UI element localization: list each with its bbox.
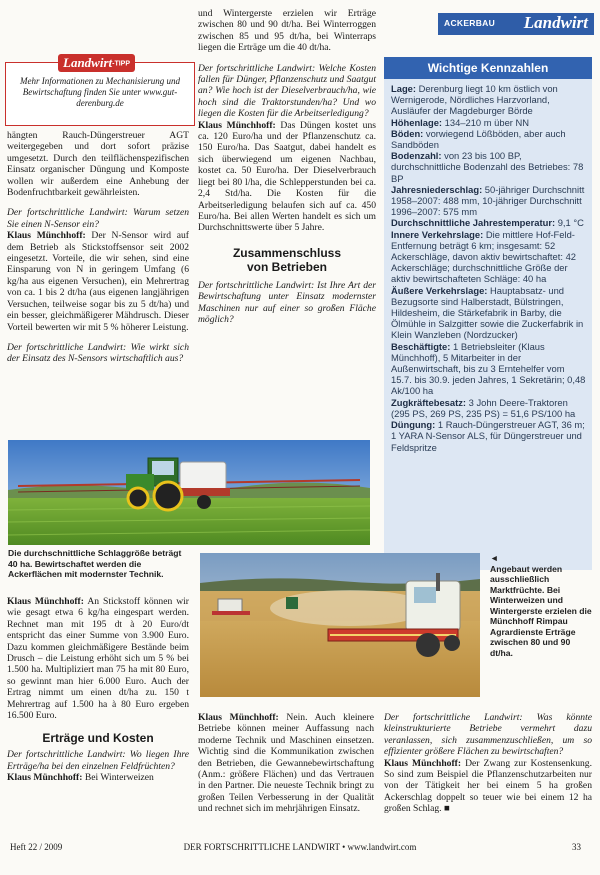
question: Der fortschrittliche Landwirt: Was könnte kleinstrukturierte Betriebe vermehrt dazu veranlassen, sich zusammenzuschließen, um so effizienter größere Flächen zu bewirtschaften?: [384, 712, 592, 758]
tipp-box: [5, 55, 195, 126]
answer-text: Nein. Auch kleinere Betriebe können meiner Auffassung nach moderne Technik und Maschinen einsetzen. Wichtig sind die Kommunikation zwischen den Betrieben, die Gewannebewirtschaftung (Anm.: größere Flächen) und das Vertrauen in den Partner. Die neueste Technik bringt zu großen Teilen Verbesserung in der Qualität und rechnet sich im mehrjährigen Einsatz.: [198, 712, 375, 815]
caption-tractor: Die durchschnittliche Schlaggröße beträgt 40 ha. Bewirtschaftet werden die Ackerflächen mit modernster Technik.: [8, 548, 182, 579]
speaker-name: Klaus Münchhoff:: [7, 596, 84, 607]
tipp-text: Mehr Informationen zu Mechanisierung und Bewirtschaftung finden Sie unter www.gut-derenburg.de: [20, 76, 180, 108]
key-fact-value: 50-jähriger Durchschnitt 1958–2007: 488 mm, 10-jähriger Durchschnitt 1996–2007: 575 mm: [391, 183, 585, 218]
caption-harvest: [490, 553, 594, 658]
end-mark-icon: ■: [443, 803, 450, 815]
answer-text: Bei Winterweizen: [82, 772, 154, 784]
key-fact-item: [391, 150, 586, 184]
magazine-name: DER FORTSCHRITTLICHE LANDWIRT • www.landwirt.com: [183, 842, 417, 852]
section-heading: Zusammenschluss von Betrieben: [232, 245, 342, 274]
key-fact-item: [391, 285, 586, 341]
magazine-logo: Landwirt: [523, 13, 588, 32]
key-fact-label: Durchschnittliche Jahrestemperatur:: [391, 217, 556, 229]
speaker-name: Klaus Münchhoff:: [7, 772, 83, 784]
key-fact-label: Düngung:: [391, 419, 436, 431]
key-fact-item: [391, 184, 586, 218]
key-fact-item: [391, 217, 586, 228]
answer: [7, 596, 189, 721]
answer: [198, 120, 376, 234]
question: Der fortschrittliche Landwirt: Wie wirkt sich der Einsatz des N-Sensors wirtschaftlich aus?: [7, 341, 189, 365]
answer: [7, 230, 189, 333]
caption-harvest-text: Angebaut werden ausschließlich Marktfrüchte. Bei Winterweizen und Wintergerste erzielen die Münchhoff Rimpau Agrardienste Erträge zwischen 80 und 90 dt/ha.: [490, 563, 592, 658]
caption-arrow-icon: ◄: [490, 553, 499, 563]
key-fact-label: Äußere Verkehrslage:: [391, 284, 488, 296]
key-fact-label: Höhenlage:: [391, 116, 443, 128]
harvest-illustration: [200, 553, 480, 697]
tipp-badge-label: -TIPP: [112, 60, 131, 68]
question: Der fortschrittliche Landwirt: Welche Kosten fallen für Dünger, Pflanzenschutz und Saatgut an? Wie hoch ist der Dieselverbrauch/ha, wie hoch sind die Traktorstunden/ha? Und wo liegen die Kosten für die Arbeitserledigung?: [198, 62, 376, 120]
tipp-badge: [58, 54, 135, 72]
answer-text: An Stickstoff können wir wie gesagt etwa 6 kg/ha eingespart werden. Rechnet man mit 195 dt à 20 Euro/dt entspricht das einer Summe von 3.900 Euro. Dazu kommen gleichmäßigere Bestände beim Drusch – die Leistung erhöht sich um 5 % bei 1.500 ha. Multipliziert man 75 ha mit 80 Euro, so gewinnt man hier 6.000 Euro. Auch der Ertrag nimmt um einen dt/ha zu. 150 t Mehrertrag auf 1.500 ha à 80 Euro ergeben 16.500 Euro.: [7, 596, 189, 722]
question: Der fortschrittliche Landwirt: Wo liegen Ihre Erträge/ha bei den einzelnen Feldfrüchten?: [7, 749, 189, 772]
key-fact-value: 134–210 m über NN: [442, 116, 530, 128]
tipp-logo: Landwirt: [63, 55, 113, 70]
column-2-top: [198, 8, 376, 325]
key-fact-item: [391, 83, 586, 117]
section-label: ACKERBAU: [444, 18, 496, 28]
key-fact-item: [391, 341, 586, 397]
key-fact-label: Böden:: [391, 127, 424, 139]
speaker-name: Klaus Münchhoff:: [198, 119, 276, 131]
column-3-bottom: [384, 712, 592, 815]
answer-text: Der Zwang zur Kostensenkung. So sind zum Beispiel die Pflanzenschutzarbeiten nur von der Tätigkeit her bei einem 5 ha großen Ackerschlag doppelt so teuer wie bei einem 12 ha großen Schlag.: [384, 757, 592, 815]
combine-harvest-photo: [200, 553, 480, 697]
key-facts-list: [384, 79, 592, 453]
paragraph: und Wintergerste erzielen wir Erträge zwischen 80 und 90 dt/ha. Bei Winterroggen zwischen 85 und 95 dt/ha, bei Winterraps liegen die Erträge um die 40 dt/ha.: [198, 8, 376, 54]
issue-number: Heft 22 / 2009: [10, 842, 63, 852]
key-fact-value: vorwiegend Lößböden, aber auch Sandböden: [391, 127, 566, 151]
key-fact-label: Zugkräftebesatz:: [391, 396, 467, 408]
key-fact-item: [391, 419, 586, 453]
key-fact-label: Beschäftigte:: [391, 340, 451, 352]
answer: [7, 772, 189, 783]
key-fact-item: [391, 229, 586, 285]
answer: [198, 712, 374, 815]
key-fact-value: 9,1 °C: [555, 217, 584, 229]
key-fact-label: Jahresniederschlag:: [391, 183, 483, 195]
key-fact-value: 1 Betriebsleiter (Klaus Münchhoff), 5 Mitarbeiter in der Außenwirtschaft, bis zu 3 Erntehelfer vom 15.7. bis 30.9. jeden Jahres, 1 Sekretärin; 0,48 Ak/100 ha: [391, 340, 586, 397]
column-2-bottom: [198, 712, 374, 815]
question: Der fortschrittliche Landwirt: Warum setzen Sie einen N-Sensor ein?: [7, 207, 189, 230]
key-fact-item: [391, 117, 586, 128]
speaker-name: Klaus Münchhoff:: [384, 757, 462, 769]
key-facts-title: Wichtige Kennzahlen: [384, 57, 592, 79]
key-fact-value: Derenburg liegt 10 km östlich von Wernigerode, Nördliches Harzvorland, Ausläufer der Magdeburger Börde: [391, 83, 558, 117]
key-fact-value: von 23 bis 100 BP, durchschnittliche Bodenzahl des Betriebes: 78 BP: [391, 150, 584, 184]
speaker-name: Klaus Münchhoff:: [7, 230, 86, 242]
column-1-top: [7, 130, 189, 365]
key-fact-value: Die mittlere Hof-Feld-Entfernung beträgt 6 km; insgesamt: 52 Ackerschläge, davon aktiv bewirtschaftet: 42 Ackerschläge; durchschnittliche Größe der aktiv bewirtschafteten Schläge: 40 ha: [391, 228, 576, 285]
tractor-sprayer-photo: [8, 440, 370, 545]
speaker-name: Klaus Münchhoff:: [198, 712, 279, 723]
question: Der fortschrittliche Landwirt: Ist Ihre Art der Bewirtschaftung unter Einsatz modernster Maschinen nur auf einer so großen Fläche möglich?: [198, 279, 376, 325]
key-fact-label: Innere Verkehrslage:: [391, 228, 484, 240]
key-fact-label: Lage:: [391, 83, 417, 94]
answer-text: Das Düngen kostet uns ca. 120 Euro/ha und der Pflanzenschutz ca. 150 Euro/ha. Das Saatgut, dabei handelt es sich überwiegend um eigenen Nachbau, kostet ca. 50 Euro/ha. Der Dieselverbrauch liegt bei 80 l/ha, die Schlepperstunden bei ca. 2,4 Std/ha. Die Kosten für die Arbeitserledigung belaufen sich auf ca. 450 Euro/ha. Bei allen Werten handelt es sich um Durchschnittswerte über 5 Jahre.: [198, 119, 376, 234]
answer-text: Der N-Sensor wird auf dem Betrieb als Stickstoffsensor seit 2002 eingesetzt. Vorteile, die wir sehen, sind eine Einsparung von N in geringem Umfang (6 kg/ha aus eigenen Versuchen), ein Mehrertrag von ca. 1 bis 2 dt/ha (aus eigenen langjährigen Versuchen, teilweise sogar bis zu 5 dt/ha) und ein besser, gleichmäßigerer Mähdrusch. Dieser Vorteil bewerten wir mit 5 % höherer Leistung.: [7, 230, 189, 333]
key-fact-value: Hauptabsatz- und Bezugsorte sind Halberstadt, Bülstringen, Hildesheim, die Stärkefabrik in Barby, die Ölmühle in Salzgitter sowie die Zuckerfabrik in Klein Wanzleben (Nordzucker): [391, 284, 584, 341]
column-1-bottom: [7, 596, 189, 784]
key-fact-item: [391, 397, 586, 419]
key-fact-label: Bodenzahl:: [391, 150, 442, 162]
key-fact-item: [391, 128, 586, 150]
page-footer: [0, 838, 600, 858]
paragraph: hängten Rauch-Düngerstreuer AGT weitergegeben und dort sofort präzise umgesetzt. Durch den teilflächenspezifischen Einsatz organischer Düngung und Komposte wollen wir außerdem eine Anhebung der Bodenfruchtbarkeit gewährleisten.: [7, 130, 189, 199]
answer: [384, 758, 592, 815]
key-fact-value: 1 Rauch-Düngerstreuer AGT, 36 m; 1 YARA N-Sensor ALS, für Düngerstreuer und Feldspritze: [391, 419, 585, 453]
tractor-illustration: [8, 440, 370, 545]
key-facts-box: [384, 57, 592, 570]
section-header: [438, 13, 594, 35]
page-number: 33: [572, 842, 581, 852]
section-heading: Erträge und Kosten: [42, 731, 154, 746]
key-fact-value: 3 John Deere-Traktoren (295 PS, 269 PS, 235 PS) = 51,6 PS/100 ha: [391, 396, 576, 419]
